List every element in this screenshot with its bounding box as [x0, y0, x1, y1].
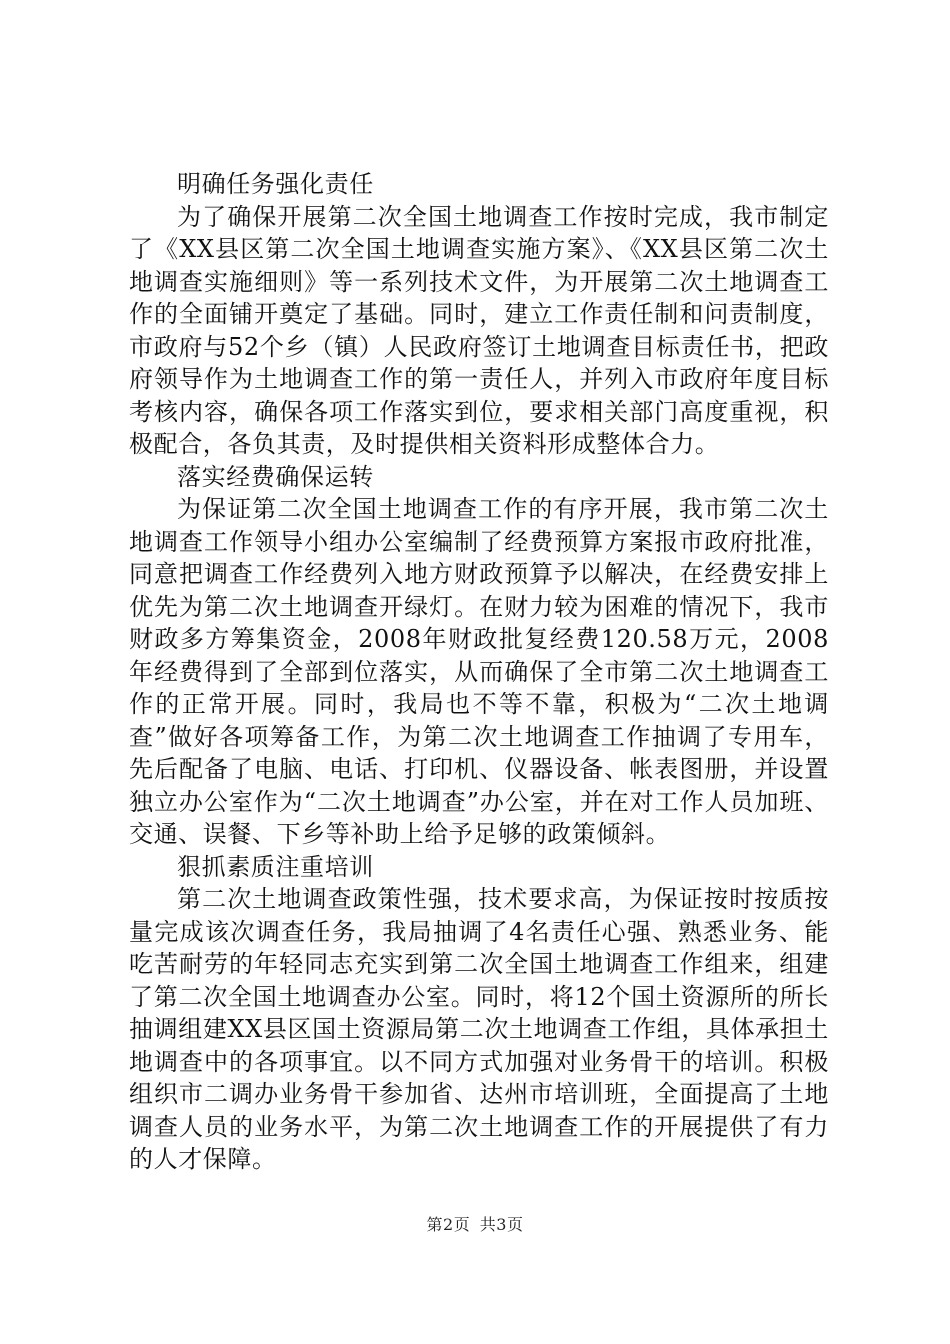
section-heading: 明确任务强化责任 — [177, 170, 374, 198]
section-paragraph: 第二次土地调查政策性强，技术要求高，为保证按时按质按量完成该次调查任务，我局抽调了4名责任心强、熟悉业务、能吃苦耐劳的年轻同志充实到第二次全国土地调查工作组来，组建了第二次全国土地调查办公室。同时，将12个国土资源所的所长抽调组建XX县区国土资源局第二次土地调查工作组，具体承担土地调查中的各项事宜。以不同方式加强对业务骨干的培训。积极组织市二调办业务骨干参加省、达州市培训班，全面提高了土地调查人员的业务水平，为第二次土地调查工作的开展提供了有力的人才保障。 — [129, 885, 829, 1173]
page-number: 第2页 — [426, 1215, 471, 1234]
page-footer — [0, 1212, 950, 1235]
section-heading: 落实经费确保运转 — [177, 462, 374, 491]
section-paragraph: 为了确保开展第二次全国土地调查工作按时完成，我市制定了《XX县区第二次全国土地调查实施方案》、《XX县区第二次土地调查实施细则》等一系列技术文件，为开展第二次土地调查工作的全面铺开奠定了基础。同时，建立工作责任制和问责制度，市政府与52个乡（镇）人民政府签订土地调查目标责任书，把政府领导作为土地调查工作的第一责任人，并列入市政府年度目标考核内容，确保各项工作落实到位，要求相关部门高度重视，积极配合，各负其责，及时提供相关资料形成整体合力。 — [129, 202, 829, 458]
section-heading: 狠抓素质注重培训 — [177, 852, 374, 881]
document-body — [129, 168, 829, 1176]
section-paragraph: 为保证第二次全国土地调查工作的有序开展，我市第二次土地调查工作领导小组办公室编制了经费预算方案报市政府批准，同意把调查工作经费列入地方财政预算予以解决，在经费安排上优先为第二次土地调查开绿灯。在财力较为困难的情况下，我市财政多方筹集资金，2008年财政批复经费120.58万元，2008年经费得到了全部到位落实，从而确保了全市第二次土地调查工作的正常开展。同时，我局也不等不靠，积极为“二次土地调查”做好各项筹备工作，为第二次土地调查工作抽调了专用车，先后配备了电脑、电话、打印机、仪器设备、帐表图册，并设置独立办公室作为“二次土地调查”办公室，并在对工作人员加班、交通、误餐、下乡等补助上给予足够的政策倾斜。 — [129, 495, 829, 848]
page-total: 共3页 — [479, 1215, 524, 1234]
